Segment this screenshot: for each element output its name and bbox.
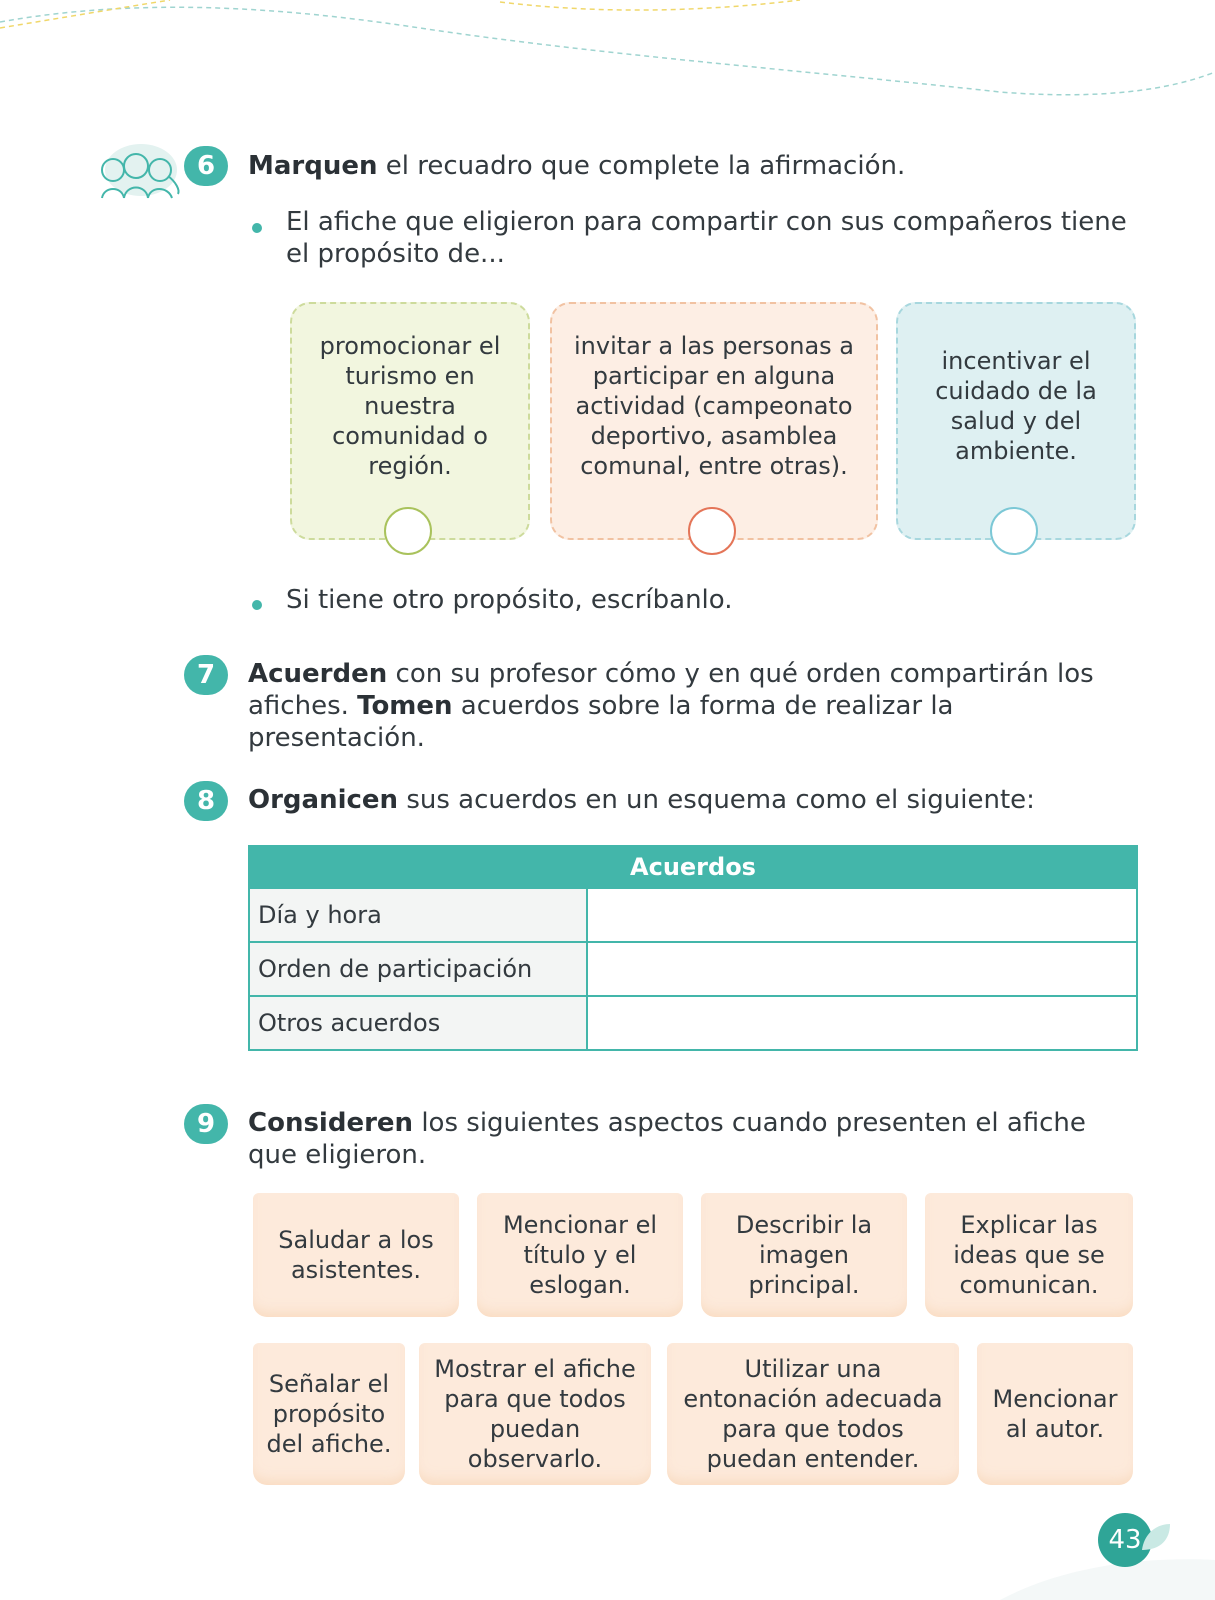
activity-8-number: 8 xyxy=(184,781,228,821)
aspect-note: Mencionar el título y el eslogan. xyxy=(477,1193,683,1317)
activity-6-number: 6 xyxy=(184,146,228,186)
agreements-table-header: Acuerdos xyxy=(249,846,1137,888)
activity-8-statement xyxy=(248,784,1138,816)
activity-7-verb-2: Tomen xyxy=(357,691,453,721)
option-text-health: incentivar el cuidado de la salud y del ambiente. xyxy=(935,347,1097,465)
activity-9-text: los siguientes aspectos cuando presenten el afiche que eligieron. xyxy=(248,1108,1086,1170)
row-label-order: Orden de participación xyxy=(249,942,587,996)
aspect-note: Mostrar el afiche para que todos puedan observarlo. xyxy=(419,1343,651,1485)
option-text-invite: invitar a las personas a participar en alguna actividad (campeonato deportivo, asamblea comunal, entre otras). xyxy=(573,332,855,480)
activity-9-verb: Consideren xyxy=(248,1108,414,1138)
aspect-note: Saludar a los asistentes. xyxy=(253,1193,459,1317)
option-checkbox-invite[interactable] xyxy=(688,507,736,555)
activity-6-other-purpose: Si tiene otro propósito, escríbanlo. xyxy=(286,585,733,615)
activity-8-verb: Organicen xyxy=(248,785,399,815)
table-row xyxy=(249,996,1137,1050)
agreements-table xyxy=(248,845,1138,1051)
activity-6-statement xyxy=(248,150,1138,182)
bullet-dot xyxy=(252,223,262,233)
option-card-health xyxy=(896,302,1136,540)
page-number: 43 xyxy=(1098,1513,1152,1567)
row-input-order[interactable] xyxy=(587,942,1137,996)
page-leaf-icon xyxy=(1138,1520,1172,1554)
row-input-other[interactable] xyxy=(587,996,1137,1050)
group-work-icon xyxy=(96,140,186,202)
activity-7-text-2: acuerdos sobre la forma de realizar la presentación. xyxy=(248,691,954,753)
aspect-note: Describir la imagen principal. xyxy=(701,1193,907,1317)
option-card-invite xyxy=(550,302,878,540)
aspect-note: Utilizar una entonación adecuada para que todos puedan entender. xyxy=(667,1343,959,1485)
table-row xyxy=(249,888,1137,942)
aspect-note: Explicar las ideas que se comunican. xyxy=(925,1193,1133,1317)
row-input-day-time[interactable] xyxy=(587,888,1137,942)
aspect-note: Mencionar al autor. xyxy=(977,1343,1133,1485)
activity-7-text-1: con su profesor cómo y en qué orden compartirán los afiches. xyxy=(248,659,1094,721)
option-checkbox-tourism[interactable] xyxy=(384,507,432,555)
activity-8-text: sus acuerdos en un esquema como el siguiente: xyxy=(398,785,1035,815)
activity-9-statement xyxy=(248,1107,1138,1171)
activity-7-statement xyxy=(248,658,1138,754)
row-label-other: Otros acuerdos xyxy=(249,996,587,1050)
option-text-tourism: promocionar el turismo en nuestra comunidad o región. xyxy=(319,332,501,480)
top-wave-decoration xyxy=(0,0,1215,110)
activity-6-text: el recuadro que complete la afirmación. xyxy=(377,151,906,181)
option-checkbox-health[interactable] xyxy=(990,507,1038,555)
bottom-wave-decoration xyxy=(0,1520,1215,1600)
activity-6-prompt: El afiche que eligieron para compartir con sus compañeros tiene el propósito de... xyxy=(286,207,1127,269)
activity-7-verb-1: Acuerden xyxy=(248,659,388,689)
activity-7-number: 7 xyxy=(184,655,228,695)
table-row xyxy=(249,942,1137,996)
aspect-note: Señalar el propósito del afiche. xyxy=(253,1343,405,1485)
activity-9-number: 9 xyxy=(184,1104,228,1144)
option-card-tourism xyxy=(290,302,530,540)
bullet-dot xyxy=(252,600,262,610)
row-label-day-time: Día y hora xyxy=(249,888,587,942)
activity-6-verb: Marquen xyxy=(248,151,378,181)
